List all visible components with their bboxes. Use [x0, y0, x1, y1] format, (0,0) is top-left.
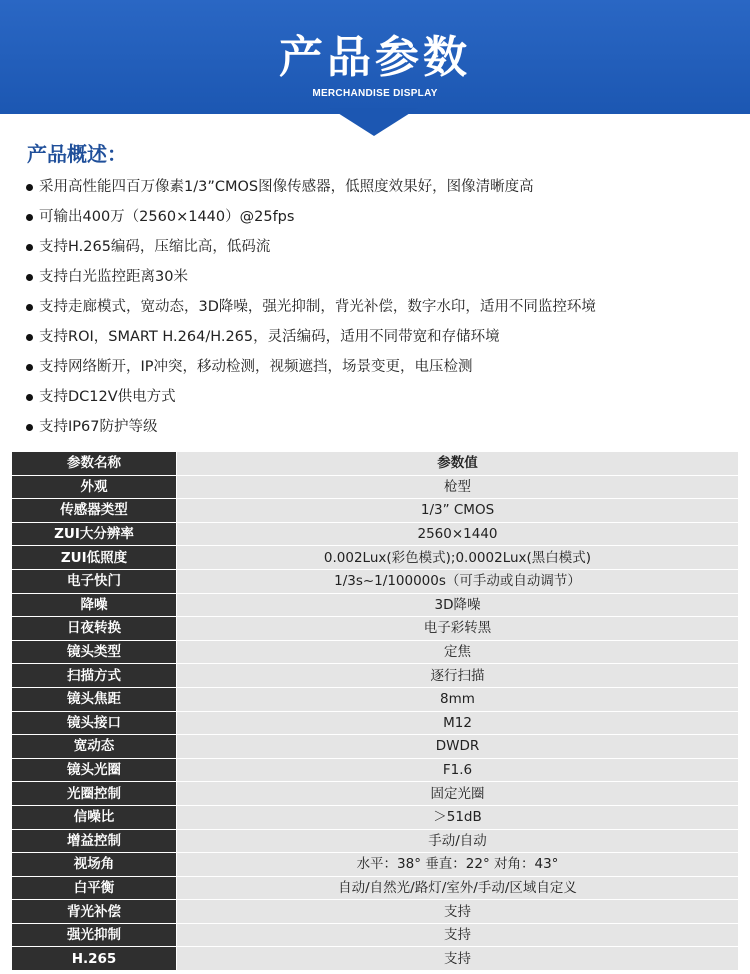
param-name: ZUI大分辨率: [12, 523, 176, 547]
bullet-icon: [26, 244, 33, 251]
param-value: M12: [176, 712, 738, 736]
bullet-icon: [26, 334, 33, 341]
table-row: [12, 499, 738, 523]
param-value: 3D降噪: [176, 594, 738, 618]
param-name: H.265: [12, 947, 176, 971]
list-item: [26, 266, 726, 296]
param-value: 手动/自动: [176, 830, 738, 854]
table-row: [12, 594, 738, 618]
overview-heading: 产品概述：: [27, 142, 127, 166]
param-value: F1.6: [176, 759, 738, 783]
bullet-icon: [26, 424, 33, 431]
param-name: 强光抑制: [12, 924, 176, 948]
bullet-icon: [26, 394, 33, 401]
feature-text: 采用高性能四百万像素1/3”CMOS图像传感器，低照度效果好，图像清晰度高: [39, 179, 534, 195]
param-name: 电子快门: [12, 570, 176, 594]
table-row: [12, 570, 738, 594]
param-value: 支持: [176, 924, 738, 948]
param-name: 镜头焦距: [12, 688, 176, 712]
page-title: 产品参数: [279, 32, 471, 83]
table-row: [12, 735, 738, 759]
banner-pointer: [330, 108, 418, 136]
param-name: 镜头光圈: [12, 759, 176, 783]
feature-text: 可输出400万（2560×1440）@25fps: [39, 209, 295, 225]
feature-text: 支持H.265编码，压缩比高，低码流: [39, 239, 271, 255]
page-subtitle: MERCHANDISE DISPLAY: [312, 88, 438, 99]
param-name: 降噪: [12, 594, 176, 618]
param-value: ＞51dB: [176, 806, 738, 830]
list-item: [26, 326, 726, 356]
header-value-cell: 参数值: [176, 452, 738, 476]
param-name: 视场角: [12, 853, 176, 877]
header-banner: [0, 0, 750, 114]
param-name: 传感器类型: [12, 499, 176, 523]
feature-text: 支持IP67防护等级: [39, 419, 158, 435]
table-row: [12, 476, 738, 500]
param-name: 日夜转换: [12, 617, 176, 641]
table-row: [12, 853, 738, 877]
table-row: [12, 712, 738, 736]
param-name: 白平衡: [12, 877, 176, 901]
param-value: 枪型: [176, 476, 738, 500]
table-row: [12, 546, 738, 570]
param-name: 光圈控制: [12, 782, 176, 806]
bullet-icon: [26, 214, 33, 221]
param-value: 8mm: [176, 688, 738, 712]
feature-text: 支持ROI，SMART H.264/H.265，灵活编码，适用不同带宽和存储环境: [39, 329, 500, 345]
param-value: 电子彩转黑: [176, 617, 738, 641]
feature-text: 支持DC12V供电方式: [39, 389, 176, 405]
feature-text: 支持走廊模式，宽动态，3D降噪，强光抑制，背光补偿，数字水印，适用不同监控环境: [39, 299, 596, 315]
param-value: DWDR: [176, 735, 738, 759]
table-row: [12, 759, 738, 783]
param-value: 定焦: [176, 641, 738, 665]
list-item: [26, 236, 726, 266]
param-name: ZUI低照度: [12, 546, 176, 570]
table-row: [12, 806, 738, 830]
param-value: 固定光圈: [176, 782, 738, 806]
table-row: [12, 617, 738, 641]
table-row: [12, 641, 738, 665]
param-name: 扫描方式: [12, 664, 176, 688]
param-name: 信噪比: [12, 806, 176, 830]
table-row: [12, 782, 738, 806]
table-row: [12, 688, 738, 712]
list-item: [26, 176, 726, 206]
list-item: [26, 296, 726, 326]
feature-text: 支持网络断开，IP冲突，移动检测，视频遮挡，场景变更，电压检测: [39, 359, 473, 375]
param-value: 支持: [176, 947, 738, 971]
param-value: 逐行扫描: [176, 664, 738, 688]
param-value: 1/3s~1/100000s（可手动或自动调节）: [176, 570, 738, 594]
table-row: [12, 877, 738, 901]
param-value: 0.002Lux(彩色模式);0.0002Lux(黑白模式): [176, 546, 738, 570]
param-value: 支持: [176, 900, 738, 924]
param-value: 1/3” CMOS: [176, 499, 738, 523]
param-name: 外观: [12, 476, 176, 500]
table-row: [12, 900, 738, 924]
spec-table: [12, 452, 738, 971]
list-item: [26, 356, 726, 386]
param-name: 镜头类型: [12, 641, 176, 665]
table-header-row: [12, 452, 738, 476]
param-name: 镜头接口: [12, 712, 176, 736]
bullet-icon: [26, 274, 33, 281]
param-value: 2560×1440: [176, 523, 738, 547]
table-row: [12, 924, 738, 948]
header-name-cell: 参数名称: [12, 452, 176, 476]
bullet-icon: [26, 304, 33, 311]
list-item: [26, 386, 726, 416]
list-item: [26, 416, 726, 446]
bullet-icon: [26, 364, 33, 371]
table-row: [12, 830, 738, 854]
bullet-icon: [26, 184, 33, 191]
param-name: 宽动态: [12, 735, 176, 759]
param-name: 增益控制: [12, 830, 176, 854]
table-row: [12, 947, 738, 971]
param-name: 背光补偿: [12, 900, 176, 924]
param-value: 自动/自然光/路灯/室外/手动/区域自定义: [176, 877, 738, 901]
list-item: [26, 206, 726, 236]
feature-list: [26, 176, 726, 446]
param-value: 水平：38° 垂直：22° 对角：43°: [176, 853, 738, 877]
table-row: [12, 523, 738, 547]
table-row: [12, 664, 738, 688]
feature-text: 支持白光监控距离30米: [39, 269, 188, 285]
